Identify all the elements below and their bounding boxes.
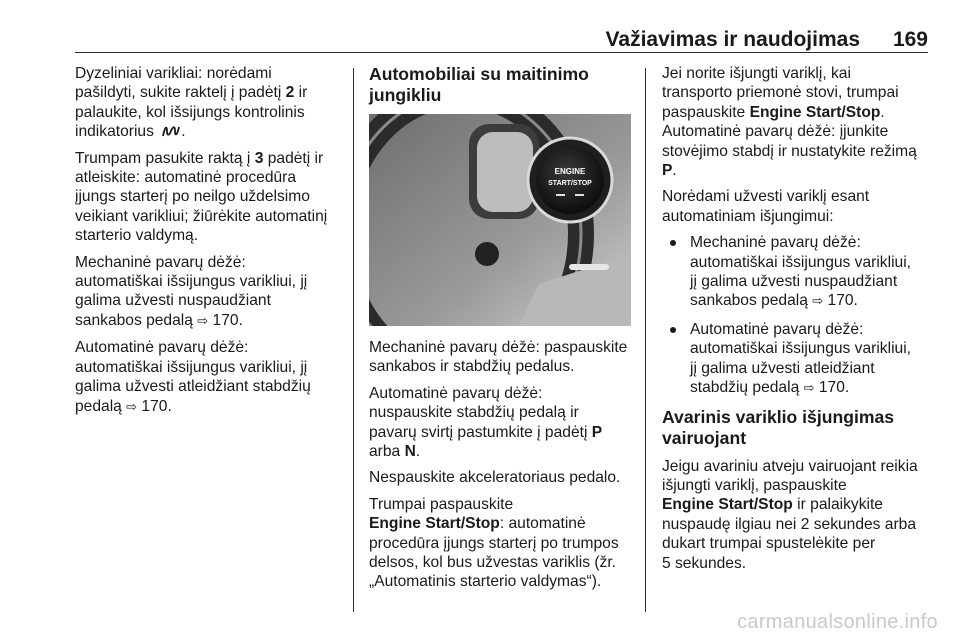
text-line: pašildyti, sukite raktelį į padėtį 2 ir <box>75 84 308 102</box>
text-line: indikatorius . <box>75 123 186 141</box>
column-divider-left <box>353 68 354 612</box>
text-line: arba N. <box>369 443 421 461</box>
text-line: automatiškai išsijungus varikliui, jį <box>75 358 308 376</box>
section-heading-emergency-stop: Avarinis variklio išjungimas vairuojant <box>662 406 895 448</box>
left-column <box>75 64 345 424</box>
section-heading-power-button: Automobiliai su maitinimo jungikliu <box>369 64 589 105</box>
page-reference-arrow-icon: ⇨ <box>197 313 209 329</box>
no-accelerator-paragraph <box>369 468 637 487</box>
text-line: veikiant varikliui; žiūrėkite automatinį <box>75 207 328 225</box>
photo-button-label-line1: ENGINE <box>554 167 586 176</box>
photo-button-label-line2: START/STOP <box>548 180 592 187</box>
list-item: Mechaninė pavarų dėžė: automatiškai išsijungus varikliui, jį galima užvesti nuspaudžiant sankabos pedalą ⇨ 170. <box>662 233 932 312</box>
text-line: Mechaninė pavarų dėžė: <box>75 253 246 271</box>
text-line: Jei norite išjungti variklį, kai <box>662 65 851 82</box>
text-line: Dyzeliniai varikliai: norėdami <box>75 65 272 82</box>
turn-key-paragraph <box>75 149 345 246</box>
glow-plug-icon <box>161 124 181 138</box>
page-reference-link[interactable]: 170. <box>818 379 850 397</box>
text-line: Jeigu avariniu atveju vairuojant reikia <box>662 457 918 475</box>
page-reference-link[interactable]: 170. <box>827 292 858 310</box>
right-column <box>662 64 932 580</box>
text-line: nuspaudę ilgiau nei 2 sekundes arba <box>662 515 917 533</box>
text-line: starterio valdymą. <box>75 227 199 245</box>
manual-start-paragraph <box>369 338 637 377</box>
text-line: P. <box>662 162 677 180</box>
text-line: Trumpai paspauskite <box>369 495 514 513</box>
text-line: sankabos ir stabdžių pedalus. <box>369 358 575 376</box>
text-line: 5 sekundes. <box>662 554 747 572</box>
list-item: Automatinė pavarų dėžė: automatiškai išsijungus varikliui, jį galima užvesti atleidžiant stabdžių pedalą ⇨ 170. <box>662 320 932 399</box>
page-reference-arrow-icon: ⇨ <box>126 399 138 415</box>
text-line: Norėdami užvesti variklį esant <box>662 188 870 206</box>
automatic-gearbox-paragraph <box>75 338 345 417</box>
text-line: Automatinė pavarų dėžė: <box>75 339 249 357</box>
text-line: Mechaninė pavarų dėžė: paspauskite <box>369 339 628 356</box>
text-line: „Automatinis starterio valdymas“). <box>369 573 602 591</box>
text-line: automatiškai išsijungus varikliui, jį <box>75 273 308 291</box>
page-reference-link[interactable]: 170. <box>212 311 243 329</box>
page-reference-link[interactable]: 170. <box>141 397 172 415</box>
text-line: pavarų svirtį pastumkite į padėtį P <box>369 423 603 441</box>
text-line: Automatinė pavarų dėžė: <box>369 384 543 402</box>
middle-column <box>369 64 637 599</box>
text-line: palaukite, kol išsijungs kontrolinis <box>75 103 305 121</box>
automatic-start-paragraph <box>369 384 637 462</box>
text-line: atleiskite: automatinė procedūra <box>75 169 297 187</box>
page-number: 169 <box>892 28 928 51</box>
page-reference-arrow-icon: ⇨ <box>812 294 824 310</box>
watermark: carmanualsonline.info <box>737 611 938 633</box>
header-rule <box>75 52 928 53</box>
text-line: sankabos pedalą ⇨ 170. <box>75 311 243 329</box>
text-line: pedalą ⇨ 170. <box>75 397 172 415</box>
text-line: transporto priemonė stovi, trumpai <box>662 84 899 102</box>
text-line: išjungti variklį, paspauskite <box>662 476 847 494</box>
text-line: automatiniam išjungimui: <box>662 207 834 225</box>
emergency-stop-paragraph <box>662 457 932 573</box>
manual-gearbox-paragraph <box>75 253 345 332</box>
column-divider-right <box>645 68 646 612</box>
engine-start-stop-photo <box>369 114 631 326</box>
stop-engine-paragraph <box>662 64 932 180</box>
page-header-title: Važiavimas ir naudojimas <box>605 28 860 51</box>
text-line: Engine Start/Stop ir palaikykite <box>662 496 883 514</box>
text-line: stovėjimo stabdį ir nustatykite režimą <box>662 142 917 160</box>
text-line: galima užvesti nuspaudžiant <box>75 292 271 310</box>
text-line: Nespauskite akceleratoriaus pedalo. <box>369 469 621 487</box>
text-line: Trumpam pasukite raktą į 3 padėtį ir <box>75 149 324 167</box>
text-line: paspauskite Engine Start/Stop. <box>662 103 885 121</box>
autostop-restart-paragraph <box>662 187 932 226</box>
text-line: įjungs starterį po neilgo uždelsimo <box>75 188 310 206</box>
press-button-paragraph <box>369 495 637 592</box>
text-line: procedūra įjungs starterį po trumpos <box>369 534 619 552</box>
text-line: delsos, kol bus užvestas variklis (žr. <box>369 554 616 572</box>
text-line: dukart trumpai spustelėkite per <box>662 535 876 553</box>
diesel-preheat-paragraph <box>75 64 345 142</box>
text-line: Engine Start/Stop: automatinė <box>369 515 586 533</box>
text-line: Automatinė pavarų dėžė: įjunkite <box>662 123 889 141</box>
restart-bullet-list <box>662 233 932 398</box>
page-reference-arrow-icon: ⇨ <box>803 381 815 397</box>
text-line: nuspauskite stabdžių pedalą ir <box>369 404 579 422</box>
text-line: galima užvesti atleidžiant stabdžių <box>75 378 311 396</box>
